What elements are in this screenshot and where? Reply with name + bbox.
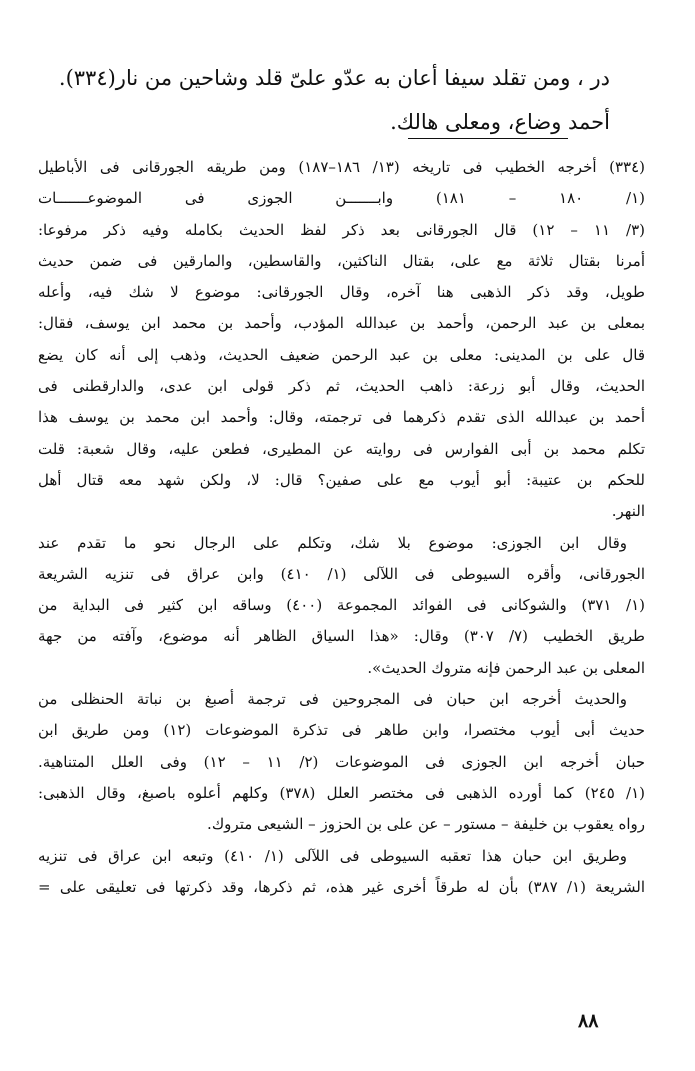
footnote-line: (١/ ٣٧١) والشوكانى فى الفوائد المجموعة (٤٠٠) وساقه ابن كثير فى البداية من — [38, 596, 645, 615]
footnote-line: وطريق ابن حبان هذا تعقبه السيوطى فى اللآلى (١/ ٤١٠) وتبعه ابن عراق فى تنزيه — [38, 846, 627, 865]
main-text-line-2: أحمد وضاع، ومعلى هالك. — [390, 110, 610, 134]
footnote-line: طويل، وقد ذكر الذهبى هنا آخره، وقال الجورقانى: موضوع لا شك فيه، وأعله — [38, 283, 645, 302]
footnote-line: (٣/ ١١ – ١٢) قال الجورقانى بعد ذكر لفظ الحديث بكامله وفيه ذكر مرفوعا: — [38, 220, 645, 239]
page-number: ٨٨ — [578, 1010, 599, 1032]
footnote-line: وقال ابن الجوزى: موضوع بلا شك، وتكلم على الرجال نحو ما تقدم عند — [38, 533, 627, 552]
footnote-line: رواه يعقوب بن خليفة – مستور – عن على بن الحزوز – الشيعى متروك. — [207, 815, 645, 834]
footnote-line: أمرنا بقتال ثلاثة مع على، بقتال الناكثين، والقاسطين، والمارقين فى ضمن حديث — [38, 251, 645, 270]
footnotes — [38, 152, 645, 903]
main-text — [58, 56, 610, 144]
footnote-line: تكلم محمد بن أبى الفوارس فى روايته عن المطيرى، فطعن عليه، وقال شعبة: قلت — [38, 439, 645, 458]
footnote-line: (١/ ١٨٠ – ١٨١) وابـــــــن الجوزى فى الموضوعـــــــات — [38, 189, 645, 208]
footnote-line: قال على بن المدينى: معلى بن عبد الرحمن ضعيف الحديث، وذهب إلى أنه كان يضع — [38, 345, 645, 364]
footnote-line: بمعلى بن عبد الرحمن، وأحمد بن عبدالله المؤدب، وأحمد بن محمد ابن يوسف، فقال: — [38, 314, 645, 333]
footnote-line: المعلى بن عبد الرحمن فإنه متروك الحديث». — [367, 658, 645, 677]
footnote-line: الجورقانى، وأقره السيوطى فى اللآلى (١/ ٤١٠) وابن عراق فى تنزيه الشريعة — [38, 564, 645, 583]
footnote-line: حبان أخرجه ابن الجوزى فى الموضوعات (٢/ ١١ – ١٢) وفى العلل المتناهية. — [38, 752, 645, 771]
footnote-line: الشريعة (١/ ٣٨٧) بأن له طرقاً أخرى غير هذه، ثم ذكرها، وقد ذكرتها فى تعليقى على = — [38, 877, 645, 896]
footnote-line: الحديث، وقال أبو زرعة: ذاهب الحديث، ثم ذكر قولى ابن عدى، والدارقطنى فى — [38, 377, 645, 396]
footnote-line: (٣٣٤) أخرجه الخطيب فى تاريخه (١٣/ ١٨٦–١٨٧) ومن طريقه الجورقانى فى الأباطيل — [38, 158, 645, 176]
footnote-line: النهر. — [611, 502, 645, 521]
main-text-line-1: در ، ومن تقلد سيفا أعان به عدّو علىّ قلد وشاحين من نار(٣٣٤). — [58, 66, 610, 90]
footnote-line: والحديث أخرجه ابن حبان فى المجروحين فى ترجمة أصبغ بن نباتة الحنظلى من — [38, 690, 627, 709]
footnote-line: للحكم بن عتيبة: أبو أيوب مع على صفين؟ قال: لا، ولكن شهد معه قتال أهل — [38, 470, 645, 489]
footnote-line: أحمد بن عبدالله الذى تقدم ذكرهما فى ترجمته، وقال: وأحمد ابن محمد بن يوسف هذا — [38, 408, 645, 427]
footnote-line: طريق الخطيب (٧/ ٣٠٧) وقال: «هذا السياق الظاهر أنه موضوع، وآفته من جهة — [38, 627, 645, 646]
footnote-line: حديث أبى أيوب مختصرا، وابن طاهر فى تذكرة الموضوعات (١٢) ومن طريق ابن — [38, 721, 645, 740]
footnote-divider — [408, 138, 568, 139]
footnote-line: (١/ ٢٤٥) كما أورده الذهبى فى مختصر العلل (٣٧٨) وكلهم أعلوه باصبغ، وقال الذهبى: — [38, 783, 645, 802]
